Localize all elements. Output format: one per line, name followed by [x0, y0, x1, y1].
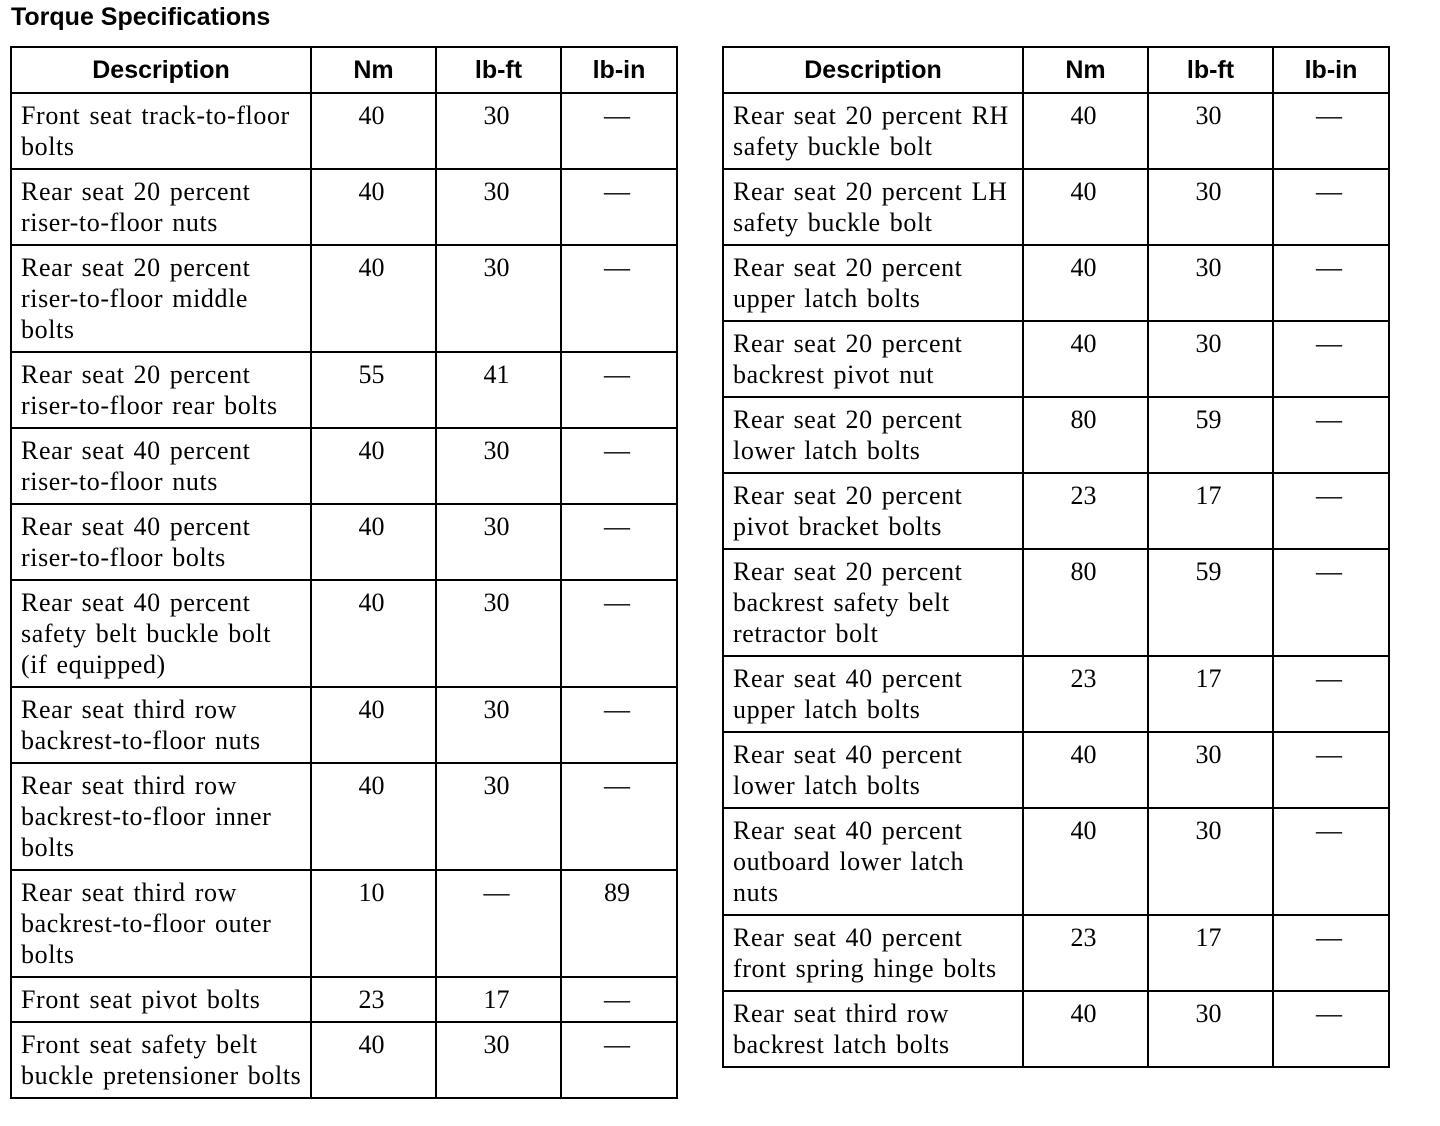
- lbft-cell: 30: [1148, 321, 1273, 397]
- table-row: [723, 397, 1389, 473]
- nm-cell: 40: [311, 93, 436, 169]
- lbft-cell: 30: [436, 1022, 561, 1098]
- nm-cell: 40: [1023, 732, 1148, 808]
- lbin-cell: —: [1273, 473, 1389, 549]
- nm-cell: 40: [311, 687, 436, 763]
- description-cell: Rear seat third row backrest-to-floor nuts: [11, 687, 311, 763]
- description-cell: Rear seat third row backrest-to-floor inner bolts: [11, 763, 311, 870]
- table-row: [723, 549, 1389, 656]
- nm-cell: 40: [1023, 808, 1148, 915]
- lbft-cell: 30: [436, 428, 561, 504]
- table-row: [11, 245, 677, 352]
- description-cell: Rear seat 40 percent lower latch bolts: [723, 732, 1023, 808]
- lbft-cell: 30: [436, 169, 561, 245]
- lbft-cell: 30: [1148, 93, 1273, 169]
- lbft-cell: 30: [436, 93, 561, 169]
- description-cell: Rear seat 20 percent pivot bracket bolts: [723, 473, 1023, 549]
- table-row: [723, 169, 1389, 245]
- lbin-cell: 89: [561, 870, 677, 977]
- header-lbft: lb-ft: [436, 47, 561, 93]
- lbin-cell: —: [561, 977, 677, 1022]
- lbft-cell: 30: [1148, 732, 1273, 808]
- table-row: [723, 321, 1389, 397]
- table-row: [723, 808, 1389, 915]
- nm-cell: 40: [1023, 245, 1148, 321]
- description-cell: Rear seat 40 percent riser-to-floor bolts: [11, 504, 311, 580]
- lbft-cell: 30: [1148, 808, 1273, 915]
- nm-cell: 40: [1023, 991, 1148, 1067]
- nm-cell: 40: [1023, 93, 1148, 169]
- lbin-cell: —: [1273, 732, 1389, 808]
- lbin-cell: —: [561, 245, 677, 352]
- lbin-cell: —: [1273, 808, 1389, 915]
- description-cell: Rear seat 20 percent upper latch bolts: [723, 245, 1023, 321]
- lbin-cell: —: [561, 428, 677, 504]
- lbft-cell: 41: [436, 352, 561, 428]
- table-row: [723, 991, 1389, 1067]
- table-row: [11, 870, 677, 977]
- table-row: [11, 977, 677, 1022]
- lbft-cell: 30: [436, 763, 561, 870]
- table-row: [723, 245, 1389, 321]
- lbft-cell: 17: [1148, 473, 1273, 549]
- torque-table-left: [10, 46, 678, 1099]
- nm-cell: 55: [311, 352, 436, 428]
- lbin-cell: —: [561, 1022, 677, 1098]
- header-row: [723, 47, 1389, 93]
- lbft-cell: 17: [436, 977, 561, 1022]
- table-row: [11, 93, 677, 169]
- lbft-cell: 17: [1148, 915, 1273, 991]
- description-cell: Front seat safety belt buckle pretensioner bolts: [11, 1022, 311, 1098]
- lbin-cell: —: [561, 504, 677, 580]
- lbft-cell: 59: [1148, 397, 1273, 473]
- description-cell: Rear seat 20 percent backrest safety belt retractor bolt: [723, 549, 1023, 656]
- description-cell: Rear seat 40 percent front spring hinge bolts: [723, 915, 1023, 991]
- lbin-cell: —: [561, 580, 677, 687]
- lbft-cell: 30: [1148, 245, 1273, 321]
- description-cell: Rear seat 40 percent riser-to-floor nuts: [11, 428, 311, 504]
- nm-cell: 40: [311, 1022, 436, 1098]
- lbin-cell: —: [561, 352, 677, 428]
- header-lbin: lb-in: [1273, 47, 1389, 93]
- table-row: [11, 763, 677, 870]
- nm-cell: 23: [311, 977, 436, 1022]
- lbin-cell: —: [1273, 321, 1389, 397]
- nm-cell: 10: [311, 870, 436, 977]
- lbft-cell: 30: [436, 245, 561, 352]
- nm-cell: 80: [1023, 397, 1148, 473]
- description-cell: Rear seat third row backrest latch bolts: [723, 991, 1023, 1067]
- lbin-cell: —: [561, 169, 677, 245]
- nm-cell: 40: [1023, 321, 1148, 397]
- header-nm: Nm: [311, 47, 436, 93]
- description-cell: Rear seat 20 percent lower latch bolts: [723, 397, 1023, 473]
- lbin-cell: —: [561, 93, 677, 169]
- header-description: Description: [723, 47, 1023, 93]
- nm-cell: 40: [311, 580, 436, 687]
- nm-cell: 40: [311, 504, 436, 580]
- description-cell: Front seat pivot bolts: [11, 977, 311, 1022]
- lbin-cell: —: [1273, 245, 1389, 321]
- description-cell: Rear seat 20 percent riser-to-floor nuts: [11, 169, 311, 245]
- nm-cell: 40: [311, 245, 436, 352]
- header-description: Description: [11, 47, 311, 93]
- table-row: [723, 732, 1389, 808]
- description-cell: Front seat track-to-floor bolts: [11, 93, 311, 169]
- description-cell: Rear seat 40 percent upper latch bolts: [723, 656, 1023, 732]
- lbft-cell: 30: [436, 687, 561, 763]
- description-cell: Rear seat 40 percent outboard lower latch nuts: [723, 808, 1023, 915]
- lbin-cell: —: [1273, 915, 1389, 991]
- nm-cell: 23: [1023, 915, 1148, 991]
- description-cell: Rear seat 20 percent riser-to-floor middle bolts: [11, 245, 311, 352]
- table-row: [11, 352, 677, 428]
- table-row: [11, 504, 677, 580]
- page-title: Torque Specifications: [11, 3, 271, 31]
- description-cell: Rear seat 20 percent RH safety buckle bolt: [723, 93, 1023, 169]
- table-row: [11, 428, 677, 504]
- header-lbin: lb-in: [561, 47, 677, 93]
- lbft-cell: —: [436, 870, 561, 977]
- lbin-cell: —: [1273, 169, 1389, 245]
- description-cell: Rear seat 20 percent LH safety buckle bolt: [723, 169, 1023, 245]
- header-row: [11, 47, 677, 93]
- header-nm: Nm: [1023, 47, 1148, 93]
- lbft-cell: 30: [1148, 169, 1273, 245]
- lbin-cell: —: [1273, 991, 1389, 1067]
- lbft-cell: 59: [1148, 549, 1273, 656]
- table-row: [11, 580, 677, 687]
- lbin-cell: —: [561, 763, 677, 870]
- table-row: [11, 687, 677, 763]
- description-cell: Rear seat 20 percent backrest pivot nut: [723, 321, 1023, 397]
- lbft-cell: 30: [1148, 991, 1273, 1067]
- lbin-cell: —: [1273, 397, 1389, 473]
- lbft-cell: 17: [1148, 656, 1273, 732]
- lbin-cell: —: [1273, 93, 1389, 169]
- nm-cell: 40: [1023, 169, 1148, 245]
- nm-cell: 23: [1023, 656, 1148, 732]
- nm-cell: 40: [311, 428, 436, 504]
- nm-cell: 40: [311, 763, 436, 870]
- nm-cell: 40: [311, 169, 436, 245]
- lbin-cell: —: [1273, 549, 1389, 656]
- header-lbft: lb-ft: [1148, 47, 1273, 93]
- lbin-cell: —: [561, 687, 677, 763]
- nm-cell: 80: [1023, 549, 1148, 656]
- nm-cell: 23: [1023, 473, 1148, 549]
- table-row: [723, 915, 1389, 991]
- torque-table-right: [722, 46, 1390, 1068]
- table-row: [723, 473, 1389, 549]
- table-row: [723, 93, 1389, 169]
- description-cell: Rear seat third row backrest-to-floor outer bolts: [11, 870, 311, 977]
- lbin-cell: —: [1273, 656, 1389, 732]
- table-row: [723, 656, 1389, 732]
- lbft-cell: 30: [436, 504, 561, 580]
- table-row: [11, 1022, 677, 1098]
- description-cell: Rear seat 40 percent safety belt buckle bolt (if equipped): [11, 580, 311, 687]
- description-cell: Rear seat 20 percent riser-to-floor rear bolts: [11, 352, 311, 428]
- lbft-cell: 30: [436, 580, 561, 687]
- table-row: [11, 169, 677, 245]
